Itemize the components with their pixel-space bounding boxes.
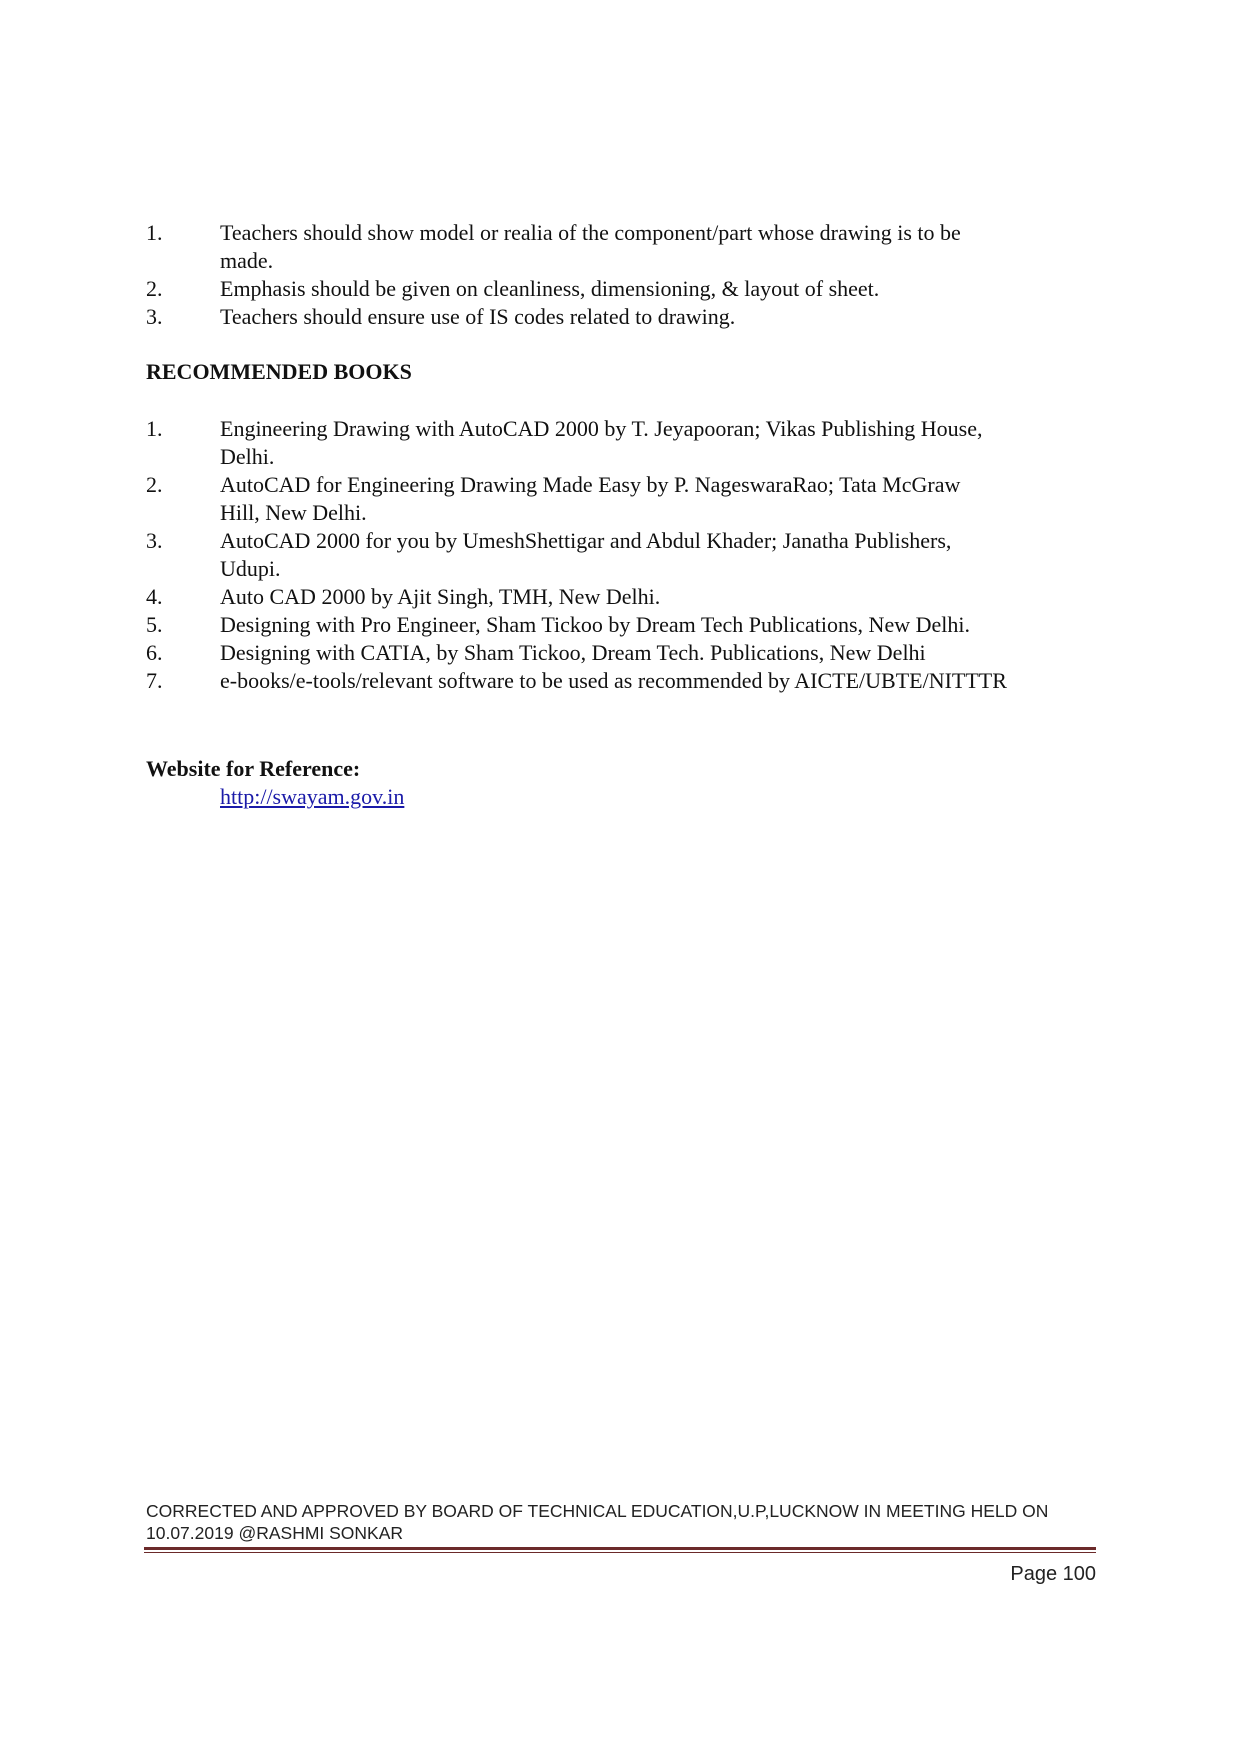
list-item-text: Engineering Drawing with AutoCAD 2000 by T. Jeyapooran; Vikas Publishing House, Delhi. <box>220 416 983 469</box>
list-item-number: 7. <box>146 668 163 693</box>
list-item <box>146 583 1106 611</box>
list-item-number: 2. <box>146 472 163 497</box>
recommended-books-list <box>146 415 1106 695</box>
list-item-number: 1. <box>146 220 163 245</box>
list-item <box>146 527 1106 583</box>
list-item-text: AutoCAD 2000 for you by UmeshShettigar and Abdul Khader; Janatha Publishers, Udupi. <box>220 528 952 581</box>
list-item-text: AutoCAD for Engineering Drawing Made Easy by P. NageswaraRao; Tata McGraw Hill, New Delhi. <box>220 472 961 525</box>
list-item-number: 3. <box>146 528 163 553</box>
list-item-number: 6. <box>146 640 163 665</box>
recommended-books-heading: RECOMMENDED BOOKS <box>146 359 412 384</box>
swayam-website-link[interactable]: http://swayam.gov.in <box>220 784 405 809</box>
list-item-text: Auto CAD 2000 by Ajit Singh, TMH, New Delhi. <box>220 584 661 609</box>
teaching-guidelines-list <box>146 219 1106 331</box>
list-item <box>146 275 1106 303</box>
list-item-text: Designing with CATIA, by Sham Tickoo, Dream Tech. Publications, New Delhi <box>220 640 926 665</box>
list-item-text: Emphasis should be given on cleanliness, dimensioning, & layout of sheet. <box>220 276 880 301</box>
list-item <box>146 219 1106 275</box>
list-item <box>146 471 1106 527</box>
list-item-number: 2. <box>146 276 163 301</box>
footer-approval-note: CORRECTED AND APPROVED BY BOARD OF TECHNICAL EDUCATION,U.P,LUCKNOW IN MEETING HELD ON 10.07.2019 @RASHMI SONKAR <box>146 1501 1049 1543</box>
list-item <box>146 611 1106 639</box>
list-item-number: 3. <box>146 304 163 329</box>
list-item <box>146 667 1106 695</box>
list-item-text: e-books/e-tools/relevant software to be used as recommended by AICTE/UBTE/NITTTR <box>220 668 1007 693</box>
list-item-number: 1. <box>146 416 163 441</box>
website-reference-heading: Website for Reference: <box>146 756 361 781</box>
list-item <box>146 639 1106 667</box>
list-item-text: Teachers should show model or realia of the component/part whose drawing is to be made. <box>220 220 961 273</box>
list-item-number: 5. <box>146 612 163 637</box>
footer-divider-thin <box>144 1552 1096 1553</box>
list-item <box>146 415 1106 471</box>
footer-divider-thick <box>144 1547 1096 1550</box>
list-item-text: Designing with Pro Engineer, Sham Tickoo by Dream Tech Publications, New Delhi. <box>220 612 970 637</box>
list-item-number: 4. <box>146 584 163 609</box>
list-item-text: Teachers should ensure use of IS codes related to drawing. <box>220 304 736 329</box>
page-number: Page 100 <box>1010 1563 1096 1585</box>
list-item <box>146 303 1106 331</box>
